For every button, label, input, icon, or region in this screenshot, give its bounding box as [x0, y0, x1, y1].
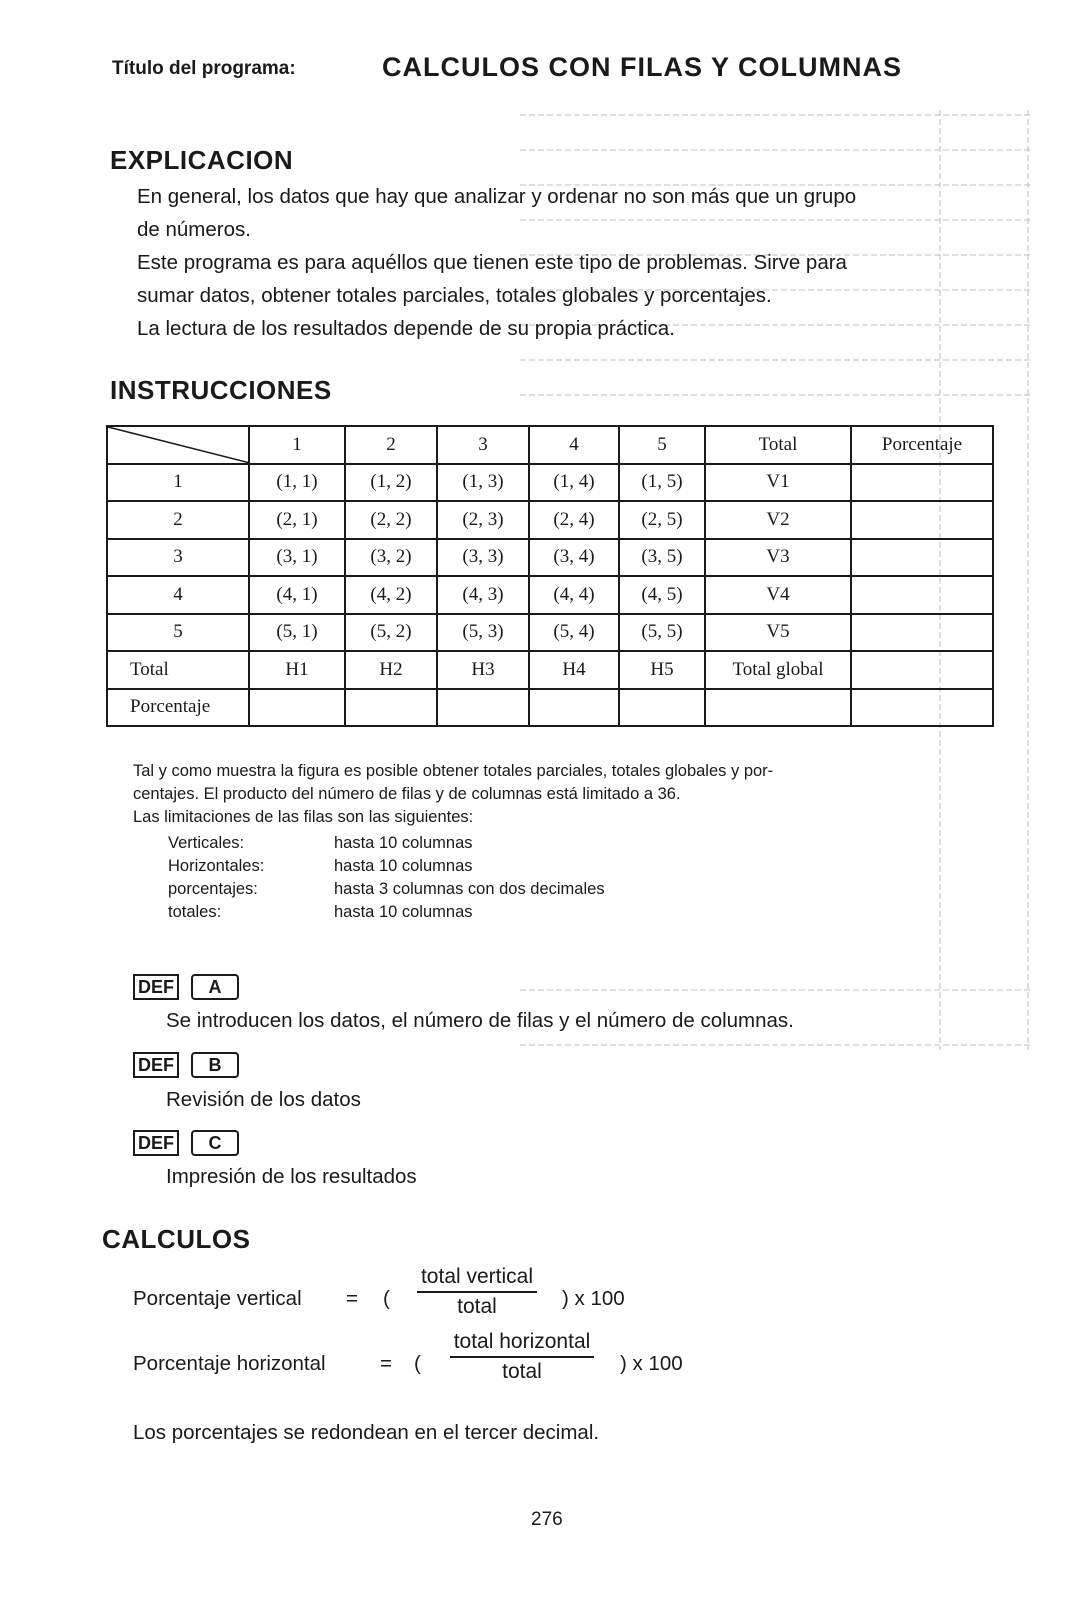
table-cell: (3, 5): [619, 539, 705, 577]
explicacion-line: de números.: [137, 218, 251, 241]
table-cell: [851, 614, 993, 652]
key-a-description: Se introducen los datos, el número de filas y el número de columnas.: [166, 1009, 794, 1032]
table-cell: V5: [705, 614, 851, 652]
table-row: [107, 539, 993, 577]
table-cell: (2, 1): [249, 501, 345, 539]
def-key: DEF: [133, 1130, 179, 1156]
row-label: 4: [107, 576, 249, 614]
table-cell: H1: [249, 651, 345, 689]
rounding-note: Los porcentajes se redondean en el tercer decimal.: [133, 1421, 600, 1444]
table-cell: (3, 2): [345, 539, 437, 577]
table-cell: [851, 501, 993, 539]
formula-vertical-close: ) x 100: [562, 1287, 625, 1310]
limit-row: [168, 832, 605, 855]
table-row: [107, 614, 993, 652]
corner-diagonal: [108, 427, 250, 463]
formula-horizontal-close: ) x 100: [620, 1352, 683, 1375]
limits-intro: Las limitaciones de las filas son las siguientes:: [133, 808, 474, 826]
formula-horizontal-eq: =: [380, 1352, 392, 1375]
explicacion-line: En general, los datos que hay que analizar y ordenar no son más que un grupo: [137, 185, 857, 208]
table-cell: [619, 689, 705, 727]
key-b: B: [191, 1052, 239, 1078]
rows-columns-table: [106, 425, 994, 727]
column-header: 2: [345, 426, 437, 464]
table-cell: [851, 576, 993, 614]
limit-row: [168, 878, 605, 901]
explicacion-body: [137, 180, 856, 345]
table-cell: (3, 1): [249, 539, 345, 577]
row-label: 2: [107, 501, 249, 539]
note-line: Tal y como muestra la figura es posible obtener totales parciales, totales globales y por-: [133, 762, 774, 780]
table-cell: V4: [705, 576, 851, 614]
row-label: 5: [107, 614, 249, 652]
column-header: Porcentaje: [851, 426, 993, 464]
key-def-a: [133, 974, 239, 1000]
table-cell: (5, 1): [249, 614, 345, 652]
row-label: Porcentaje: [107, 689, 249, 727]
table-cell: (4, 3): [437, 576, 529, 614]
limit-name: totales:: [168, 903, 222, 921]
table-cell: (4, 5): [619, 576, 705, 614]
table-row: [107, 576, 993, 614]
limit-value: hasta 10 columnas: [334, 903, 473, 921]
table-cell: [851, 464, 993, 502]
table-cell: (2, 3): [437, 501, 529, 539]
column-header: 3: [437, 426, 529, 464]
row-label: 3: [107, 539, 249, 577]
explicacion-line: Este programa es para aquéllos que tienen este tipo de problemas. Sirve para: [137, 251, 847, 274]
explicacion-line: La lectura de los resultados depende de su propia práctica.: [137, 317, 675, 340]
table-cell: (3, 4): [529, 539, 619, 577]
table-cell: (2, 4): [529, 501, 619, 539]
limit-value: hasta 10 columnas: [334, 834, 473, 852]
table-cell: [345, 689, 437, 727]
row-label: Total: [107, 651, 249, 689]
limit-row: [168, 901, 605, 924]
calculos-heading: CALCULOS: [102, 1224, 251, 1254]
table-cell: (1, 1): [249, 464, 345, 502]
table-cell: (5, 5): [619, 614, 705, 652]
numerator: total vertical: [417, 1265, 537, 1293]
table-row: [107, 501, 993, 539]
key-c: C: [191, 1130, 239, 1156]
key-def-c: [133, 1130, 239, 1156]
column-header: 1: [249, 426, 345, 464]
formula-vertical-fraction: [397, 1265, 557, 1319]
column-header: Total: [705, 426, 851, 464]
table-cell: V2: [705, 501, 851, 539]
formula-vertical-label: Porcentaje vertical: [133, 1287, 302, 1310]
table-cell: [249, 689, 345, 727]
limit-name: Verticales:: [168, 834, 245, 852]
table-cell: (1, 2): [345, 464, 437, 502]
table-cell: (4, 1): [249, 576, 345, 614]
formula-vertical-open: (: [383, 1287, 390, 1310]
def-key: DEF: [133, 1052, 179, 1078]
table-cell: (5, 3): [437, 614, 529, 652]
table-row-percent: [107, 689, 993, 727]
table-cell: (1, 5): [619, 464, 705, 502]
note-line: centajes. El producto del número de filas y de columnas está limitado a 36.: [133, 785, 681, 803]
formula-vertical-eq: =: [346, 1287, 358, 1310]
table-cell: (2, 2): [345, 501, 437, 539]
explicacion-heading: EXPLICACION: [110, 145, 294, 175]
program-title-label: Título del programa:: [112, 58, 296, 79]
formula-horizontal-fraction: [428, 1330, 616, 1384]
table-cell: (1, 4): [529, 464, 619, 502]
table-cell: H2: [345, 651, 437, 689]
table-cell: (3, 3): [437, 539, 529, 577]
table-corner-cell: [107, 426, 249, 464]
table-cell: Total global: [705, 651, 851, 689]
limit-value: hasta 3 columnas con dos decimales: [334, 880, 605, 898]
table-cell: H4: [529, 651, 619, 689]
table-note: [133, 760, 773, 829]
table-row: [107, 464, 993, 502]
table-cell: H3: [437, 651, 529, 689]
limit-row: [168, 855, 605, 878]
numerator: total horizontal: [450, 1330, 595, 1358]
key-b-description: Revisión de los datos: [166, 1088, 361, 1111]
limit-name: Horizontales:: [168, 857, 265, 875]
table-cell: V3: [705, 539, 851, 577]
row-label: 1: [107, 464, 249, 502]
table-cell: [851, 651, 993, 689]
key-a: A: [191, 974, 239, 1000]
table-cell: [705, 689, 851, 727]
table-row-total: [107, 651, 993, 689]
formula-horizontal-open: (: [414, 1352, 421, 1375]
program-title: CALCULOS CON FILAS Y COLUMNAS: [382, 52, 903, 82]
denominator: total: [502, 1360, 542, 1383]
table-cell: H5: [619, 651, 705, 689]
table-cell: (1, 3): [437, 464, 529, 502]
limits-list: [168, 832, 605, 924]
key-def-b: [133, 1052, 239, 1078]
table-cell: [851, 689, 993, 727]
table-cell: (2, 5): [619, 501, 705, 539]
table-cell: V1: [705, 464, 851, 502]
table-cell: [529, 689, 619, 727]
table-cell: (4, 2): [345, 576, 437, 614]
page-number: 276: [531, 1509, 563, 1530]
column-header: 5: [619, 426, 705, 464]
table-cell: (4, 4): [529, 576, 619, 614]
key-c-description: Impresión de los resultados: [166, 1165, 417, 1188]
limit-name: porcentajes:: [168, 880, 258, 898]
column-header: 4: [529, 426, 619, 464]
instrucciones-heading: INSTRUCCIONES: [110, 375, 332, 405]
table-header-row: [107, 426, 993, 464]
table-cell: [437, 689, 529, 727]
formula-horizontal-label: Porcentaje horizontal: [133, 1352, 326, 1375]
def-key: DEF: [133, 974, 179, 1000]
explicacion-line: sumar datos, obtener totales parciales, totales globales y porcentajes.: [137, 284, 772, 307]
table-cell: (5, 4): [529, 614, 619, 652]
table-cell: (5, 2): [345, 614, 437, 652]
limit-value: hasta 10 columnas: [334, 857, 473, 875]
denominator: total: [457, 1295, 497, 1318]
table-cell: [851, 539, 993, 577]
